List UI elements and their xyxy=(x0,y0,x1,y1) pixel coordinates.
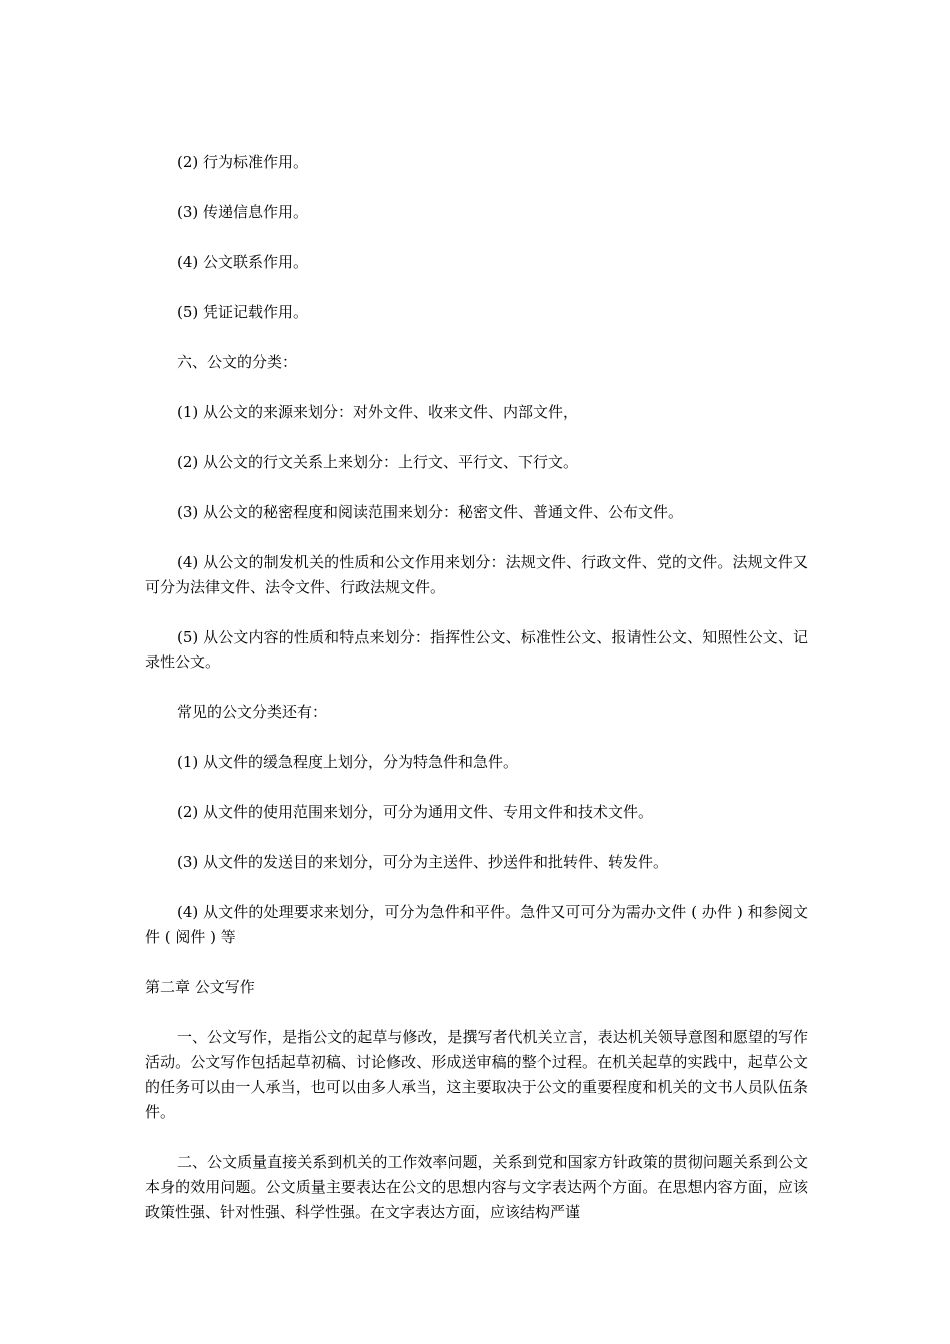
common-classification-item-1: (1) 从文件的缓急程度上划分，分为特急件和急件。 xyxy=(177,753,519,771)
common-classification-intro: 常见的公文分类还有： xyxy=(177,703,328,721)
chapter-heading: 第二章 公文写作 xyxy=(145,978,255,996)
common-classification-item-3: (3) 从文件的发送目的来划分，可分为主送件、抄送件和批转件、转发件。 xyxy=(177,853,669,871)
chapter-paragraph-2: 二、公文质量直接关系到机关的工作效率问题，关系到党和国家方针政策的贯彻问题关系到公文本身的效用问题。公文质量主要表达在公文的思想内容与文字表达两个方面。在思想内容方面，应该政策性强、针对性强、科学性强。在文字表达方面，应该结构严谨 xyxy=(145,1153,808,1221)
paragraph-item-2: (2) 行为标准作用。 xyxy=(177,153,309,171)
classification-item-1: (1) 从公文的来源来划分：对外文件、收来文件、内部文件， xyxy=(177,403,579,421)
common-classification-item-2: (2) 从文件的使用范围来划分，可分为通用文件、专用文件和技术文件。 xyxy=(177,803,654,821)
common-classification-item-4: (4) 从文件的处理要求来划分，可分为急件和平件。急件又可可分为需办文件 ( 办件 ) 和参阅文件 ( 阅件 ) 等 xyxy=(145,903,808,946)
classification-item-3: (3) 从公文的秘密程度和阅读范围来划分：秘密文件、普通文件、公布文件。 xyxy=(177,503,684,521)
classification-item-5: (5) 从公文内容的性质和特点来划分：指挥性公文、标准性公文、报请性公文、知照性公文、记录性公文。 xyxy=(145,628,808,671)
classification-item-4: (4) 从公文的制发机关的性质和公文作用来划分：法规文件、行政文件、党的文件。法规文件又可分为法律文件、法令文件、行政法规文件。 xyxy=(145,553,808,596)
paragraph-item-5: (5) 凭证记载作用。 xyxy=(177,303,309,321)
paragraph-item-4: (4) 公文联系作用。 xyxy=(177,253,309,271)
paragraph-item-3: (3) 传递信息作用。 xyxy=(177,203,309,221)
section-heading-classification: 六、公文的分类： xyxy=(177,353,298,371)
document-page xyxy=(145,150,808,1250)
classification-item-2: (2) 从公文的行文关系上来划分：上行文、平行文、下行文。 xyxy=(177,453,579,471)
chapter-paragraph-1: 一、公文写作，是指公文的起草与修改，是撰写者代机关立言，表达机关领导意图和愿望的写作活动。公文写作包括起草初稿、讨论修改、形成送审稿的整个过程。在机关起草的实践中，起草公文的任务可以由一人承当，也可以由多人承当，这主要取决于公文的重要程度和机关的文书人员队伍条件。 xyxy=(145,1028,808,1121)
